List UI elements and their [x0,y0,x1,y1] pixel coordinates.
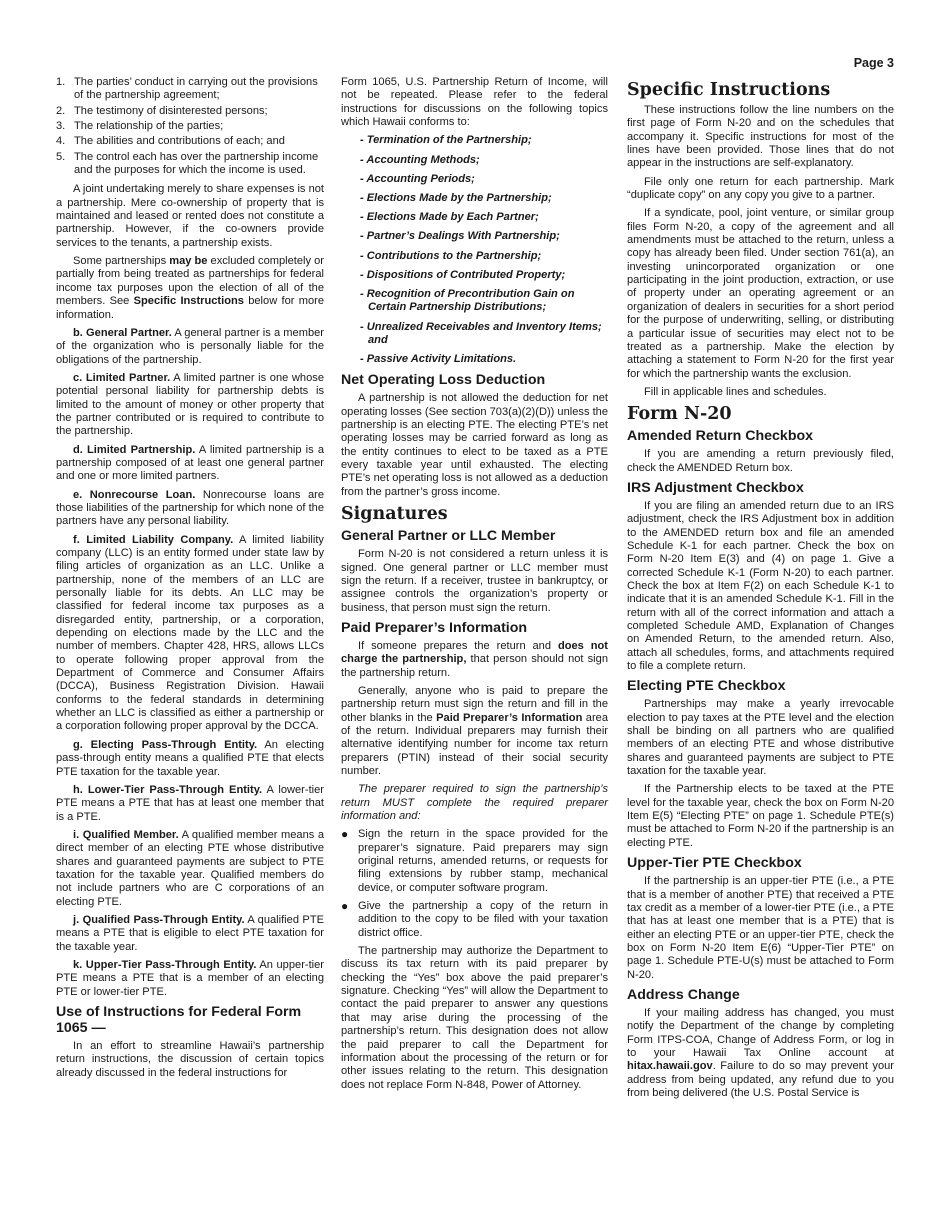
paragraph-address-change: If your mailing address has changed, you must notify the Department of the change by completing Form ITPS-COA, Change of Address Form, or log in to your Hawaii Tax Online account at hitax.hawaii.gov. Failure to do so may prevent your address from being updated, any refund due to you from being delivered (the U.S. Postal Service is [627,1006,894,1099]
hitax-link[interactable]: hitax.hawaii.gov [627,1060,713,1073]
factor-list [56,76,324,177]
list-item: - Accounting Periods; [360,172,475,185]
definition-qualified-member: i. Qualified Member. A qualified member means a direct member of an electing PTE whose distributive shares and guaranteed payments are subject to PTE taxation for the taxable year. Qualified members do not include partners who are C corporations of an electing PTE. [56,828,324,908]
list-item: - Partner’s Dealings With Partnership; [360,230,560,243]
definition-limited-partnership: d. Limited Partnership. A limited partnership is a partnership composed of at least one general partner and one or more limited partners. [56,443,325,483]
paragraph-use-of-instructions: In an effort to streamline Hawaii’s partnership return instructions, the discussion of certain topics already discussed in the federal instructions for [56,1040,324,1079]
paragraph-specific-4: Fill in applicable lines and schedules. [644,385,827,398]
heading-net-operating-loss: Net Operating Loss Deduction [341,372,546,389]
paragraph-specific-1: These instructions follow the line numbers on the first page of Form N-20 and on the schedules that accompany it. Specific instructions for most of the lines have been provided. Those lines that do not appear in the instructions are self-explanatory. [627,104,894,170]
list-item: 1. The parties’ conduct in carrying out the provisions of the partnership agreement; [56,76,318,102]
list-item: - Termination of the Partnership; [360,134,532,147]
paragraph-joint-undertaking: A joint undertaking merely to share expenses is not a partnership. Mere co-ownership of property that is maintained and leased or rented does not constitute a partnership. However, if the co-owners provide services to the tenants, a partnership exists. [56,183,324,249]
definition-nonrecourse-loan: e. Nonrecourse Loan. Nonrecourse loans are those liabilities of the partnership for which none of the partners have any personal liability. [56,488,324,528]
list-item: - Unrealized Receivables and Inventory Items; and [360,320,602,347]
paragraph-net-operating-loss: A partnership is not allowed the deduction for net operating losses (See section 703(a)(2)(D)) unless the partnership is an electing PTE. The electing PTE’s net operating losses may be carried forward as long as the entity continues to elect to be taxed as a PTE every taxable year until exhausted. The electing PTE’s net operating loss is not allowed as a deduction from the partner’s gross income. [341,392,608,498]
definition-general-partner: b. General Partner. A general partner is a member of the organization who is personally liable for the obligations of the partnership. [56,326,324,366]
bullet-icon: ● [341,899,349,914]
paragraph-paid-preparer-3: The preparer required to sign the partnership’s return MUST complete the required preparer information and: [341,783,608,823]
heading-general-partner: General Partner or LLC Member [341,528,556,545]
paragraph-upper-tier-pte: If the partnership is an upper-tier PTE (i.e., a PTE that is a member of another PTE) that received a PTE tax credit as a member of a lower-tier PTE (i.e., a PTE that has at least one member that is a PTE) that is either an electing PTE or an upper-tier PTE, check the box on Form N-20 Item E(6) “Upper-Tier PTE” on page 1. Schedule PTE-U(s) must be attached to Form N-20. [627,875,894,981]
list-item: 4. The abilities and contributions of each; and [56,135,285,148]
list-item: 2. The testimony of disinterested persons; [56,104,268,117]
bullet-icon: ● [341,827,349,842]
heading-electing-pte: Electing PTE Checkbox [627,678,786,695]
paragraph-paid-preparer-1: If someone prepares the return and does not charge the partnership, that person should not sign the partnership return. [341,639,608,679]
heading-specific-instructions: Specific Instructions [627,80,831,100]
federal-topics-list [341,134,608,366]
paragraph-amended-return: If you are amending a return previously filed, check the AMENDED Return box. [627,448,894,474]
paragraph-paid-preparer-2: Generally, anyone who is paid to prepare the partnership return must sign the return and fill in the other blanks in the Paid Preparer’s Information area of the return. Individual preparers may furnish their alternative identifying number for income tax return preparers (PTIN) instead of their social security number. [341,684,608,777]
list-item: - Contributions to the Partnership; [360,249,542,262]
list-item: - Elections Made by Each Partner; [360,211,539,224]
heading-signatures: Signatures [341,504,448,525]
list-item: ● Sign the return in the space provided for the preparer’s signature. Paid preparers may sign original returns, amended returns, or requests for filing extensions by rubber stamp, mechanical device, or computer software program. [341,827,608,894]
paragraph-excluded-partnerships: Some partnerships may be excluded completely or partially from being treated as partnerships for federal income tax purposes upon the election of all of the members. See Specific Instructions below for more information. [56,255,325,321]
page-number: Page 3 [853,56,894,70]
list-item: - Passive Activity Limitations. [360,353,517,366]
definition-lower-tier-pte: h. Lower-Tier Pass-Through Entity. A lower-tier PTE means a PTE that has at least one member that is a PTE. [56,783,324,823]
list-item: - Dispositions of Contributed Property; [360,268,566,281]
heading-upper-tier-pte: Upper-Tier PTE Checkbox [627,855,802,872]
list-item: 5. The control each has over the partnership income and the purposes for which the income is used. [56,150,319,177]
heading-irs-adjustment: IRS Adjustment Checkbox [627,479,804,496]
definition-upper-tier-pte: k. Upper-Tier Pass-Through Entity. An upper-tier PTE means a PTE that is a member of an electing PTE or lower-tier PTE. [56,958,324,998]
definition-llc: f. Limited Liability Company. A limited liability company (LLC) is an entity formed under state law by filing articles of organization as an LLC. Unlike a partnership, none of the members of an LLC are personally liable for its debts. An LLC may be classified for federal income tax purposes as a disregarded entity, partnership, or a corporation, depending on elections made by the LLC and the number of members. Chapter 428, HRS, allows LLCs to operate following proper approval from the Department of Commerce and Consumer Affairs (DCCA), Business Registration Division. Hawaii conforms to the federal standards in determining whether an LLC is classified as either a partnership or a corporation following proper approval by the DCCA. [56,533,324,733]
definition-qualified-pte: j. Qualified Pass-Through Entity. A qualified PTE means a PTE that is eligible to elect PTE taxation for the taxable year. [56,913,325,953]
paragraph-irs-adjustment: If you are filing an amended return due to an IRS adjustment, check the IRS Adjustment box in addition to the AMENDED return box and file an amended Schedule K-1 for each partner. Check the box on Form N-20 Item E(3) and (4) on page 1. Give a corrected Schedule K-1 (Form N-20) to each partner. Check the box at Item F(2) on each Schedule K-1 to indicate that it is an amended Schedule K-1. Fill in the return with all of the correct information and attach a completed Schedule AMD, Explanation of Changes on Amended Return, to the amended return. Also, attach all schedules, forms, and attachments required to file a complete return. [627,499,894,673]
list-item: - Elections Made by the Partnership; [360,191,552,204]
heading-address-change: Address Change [627,986,740,1003]
paragraph-electing-pte-1: Partnerships may make a yearly irrevocable election to pay taxes at the PTE level and the election shall be binding on all partners who are qualified members of an electing PTE and whose distributive shares and guaranteed payments are subject to PTE taxation for the taxable year. [627,698,894,778]
heading-form-n20: Form N-20 [627,404,732,425]
list-item: - Accounting Methods; [360,153,480,166]
paragraph-authorize-department: The partnership may authorize the Department to discuss its tax return with its paid preparer by checking the “Yes” box above the paid preparer’s signature. Checking “Yes” will allow the Department to contact the paid preparer to answer any questions that may arise during the processing of the partnership’s return. This designation does not allow the paid preparer to call the Department for information about the processing of the return or for other issues relating to the return. This designation does not replace Form N-848, Power of Attorney. [341,945,608,1091]
preparer-bullets [341,828,608,940]
paragraph-form-1065: Form 1065, U.S. Partnership Return of Income, will not be repeated. Please refer to the federal instructions for discussions on the following topics which Hawaii conforms to: [341,76,608,129]
column-right [627,78,894,1105]
column-left [56,76,324,1085]
list-item: 3. The relationship of the parties; [56,120,224,133]
list-item: ● Give the partnership a copy of the return in addition to the copy to be filed with your taxation district office. [341,899,608,939]
paragraph-specific-3: If a syndicate, pool, joint venture, or similar group files Form N-20, a copy of the agreement and all amendments must be attached to the return, unless a copy has already been filed. Under section 761(a), an investing unincorporated organization or one participating in the joint production, extraction, or use of property under an operating agreement or an organization of dealers in securities for a short period for the purpose of underwriting, selling, or distributing a particular issue of securities may elect not to be treated as a partnership. Make the election by attaching a statement to Form N-20 for the first year for which the partnership wants the exclusion. [627,207,894,380]
definition-limited-partner: c. Limited Partner. A limited partner is one whose potential personal liability for partnership debts is limited to the amount of money or other property that the partner contributed or is required to contribute to the partnership. [56,371,324,438]
definition-electing-pte: g. Electing Pass-Through Entity. An electing pass-through entity means a qualified PTE that elects PTE taxation for the taxable year. [56,738,325,778]
paragraph-specific-2: File only one return for each partnership. Mark “duplicate copy” on any copy you give to a partner. [627,175,894,202]
heading-use-of-instructions: Use of Instructions for Federal Form 1065 — [56,1004,302,1036]
heading-paid-preparer: Paid Preparer’s Information [341,619,528,636]
paragraph-electing-pte-2: If the Partnership elects to be taxed at the PTE level for the taxable year, check the box on Form N-20 Item E(5) “Electing PTE” on page 1. Schedule PTE(s) must be attached to Form N-20 if the partnership is an electing PTE. [627,783,894,849]
column-middle [341,76,608,1097]
heading-amended-return: Amended Return Checkbox [627,428,814,445]
list-item: - Recognition of Precontribution Gain on Certain Partnership Distributions; [360,288,575,314]
paragraph-general-partner: Form N-20 is not considered a return unless it is signed. One general partner or LLC member must sign the return. If a receiver, trustee in bankruptcy, or assignee controls the organization’s property or business, that person must sign the return. [341,548,608,614]
